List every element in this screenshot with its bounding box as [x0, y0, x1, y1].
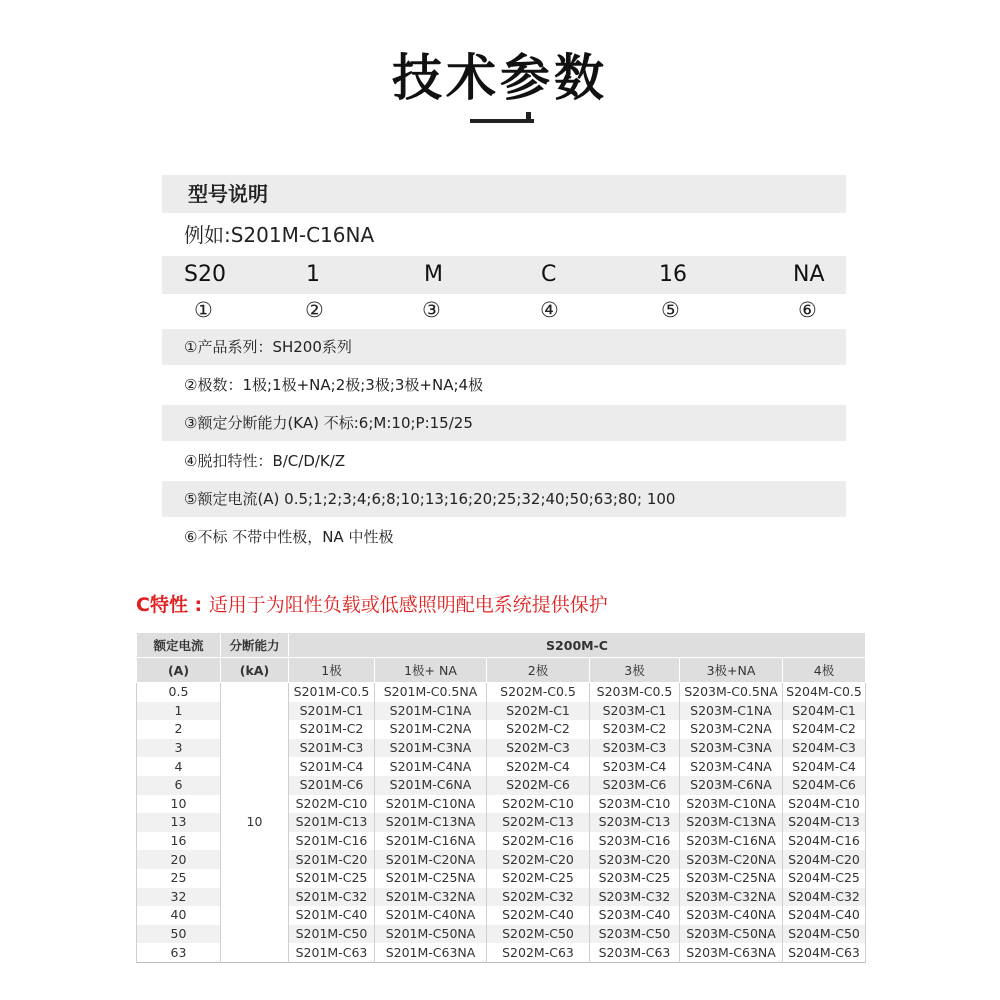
model-cell: S204M-C2: [783, 720, 866, 739]
model-cell: S203M-C13: [590, 813, 680, 832]
model-part-current: 16: [659, 262, 687, 287]
title-underline-accent: [526, 112, 531, 122]
model-cell: S201M-C3NA: [375, 739, 487, 758]
model-cell: S204M-C25: [783, 869, 866, 888]
model-cell: S203M-C63: [590, 943, 680, 962]
model-cell: S201M-C13NA: [375, 813, 487, 832]
header-pole-2: 2极: [487, 658, 590, 683]
index-mark: ⑤: [661, 298, 680, 322]
model-cell: S202M-C25: [487, 869, 590, 888]
model-cell: S201M-C6NA: [375, 776, 487, 795]
model-cell: S202M-C2: [487, 720, 590, 739]
model-cell: S203M-C50NA: [680, 925, 783, 944]
model-cell: S202M-C3: [487, 739, 590, 758]
index-mark: ①: [194, 298, 213, 322]
rated-current-cell: 1: [137, 702, 221, 721]
page-title: 技术参数: [392, 49, 608, 107]
model-cell: S203M-C1: [590, 702, 680, 721]
model-cell: S202M-C16: [487, 832, 590, 851]
header-pole-4: 4极: [783, 658, 866, 683]
desc-current: ⑤额定电流(A) 0.5;1;2;3;4;6;8;10;13;16;20;25;32;40;50;63;80; 100: [162, 481, 846, 517]
model-example: 例如:S201M-C16NA: [184, 223, 375, 247]
model-part-trip: C: [541, 262, 557, 287]
model-cell: S204M-C10: [783, 795, 866, 814]
model-cell: S203M-C0.5: [590, 683, 680, 702]
model-cell: S202M-C10: [487, 795, 590, 814]
spec-table-body: [137, 683, 866, 963]
model-cell: S201M-C13: [289, 813, 375, 832]
model-cell: S204M-C32: [783, 888, 866, 907]
model-code-row: [162, 256, 846, 294]
model-cell: S203M-C50: [590, 925, 680, 944]
header-pole-3: 3极: [590, 658, 680, 683]
model-cell: S203M-C4NA: [680, 757, 783, 776]
title-underline: [470, 119, 534, 123]
c-characteristic-title: [136, 590, 608, 620]
index-mark: ④: [540, 298, 559, 322]
model-cell: S201M-C25: [289, 869, 375, 888]
spec-table-header: [137, 633, 866, 683]
model-cell: S203M-C25NA: [680, 869, 783, 888]
rated-current-cell: 63: [137, 943, 221, 962]
model-cell: S201M-C3: [289, 739, 375, 758]
rated-current-cell: 20: [137, 850, 221, 869]
model-cell: S202M-C10: [289, 795, 375, 814]
model-cell: S204M-C4: [783, 757, 866, 776]
model-cell: S203M-C16NA: [680, 832, 783, 851]
model-cell: S203M-C6NA: [680, 776, 783, 795]
model-cell: S201M-C16: [289, 832, 375, 851]
model-cell: S202M-C50: [487, 925, 590, 944]
header-breaking-capacity-unit: (kA): [221, 658, 289, 683]
model-cell: S203M-C4: [590, 757, 680, 776]
index-mark: ⑥: [798, 298, 817, 322]
model-cell: S203M-C20NA: [680, 850, 783, 869]
desc-poles: ②极数：1极;1极+NA;2极;3极;3极+NA;4极: [184, 376, 484, 394]
model-cell: S202M-C1: [487, 702, 590, 721]
model-cell: S203M-C0.5NA: [680, 683, 783, 702]
model-cell: S201M-C32: [289, 888, 375, 907]
rated-current-cell: 16: [137, 832, 221, 851]
model-cell: S204M-C6: [783, 776, 866, 795]
model-cell: S201M-C63: [289, 943, 375, 962]
model-cell: S203M-C2NA: [680, 720, 783, 739]
model-cell: S203M-C3NA: [680, 739, 783, 758]
rated-current-cell: 0.5: [137, 683, 221, 702]
rated-current-cell: 3: [137, 739, 221, 758]
model-cell: S202M-C63: [487, 943, 590, 962]
desc-series: ①产品系列：SH200系列: [162, 329, 846, 365]
index-mark: ③: [422, 298, 441, 322]
rated-current-cell: 40: [137, 906, 221, 925]
model-part-series: S20: [184, 262, 226, 287]
model-cell: S201M-C50NA: [375, 925, 487, 944]
rated-current-cell: 32: [137, 888, 221, 907]
model-cell: S203M-C32NA: [680, 888, 783, 907]
model-cell: S203M-C2: [590, 720, 680, 739]
header-pole-1: 1极: [289, 658, 375, 683]
model-cell: S201M-C40NA: [375, 906, 487, 925]
model-cell: S201M-C0.5: [289, 683, 375, 702]
rated-current-cell: 2: [137, 720, 221, 739]
c-characteristic-label: C特性 :: [136, 594, 203, 616]
desc-neutral: ⑥不标 不带中性极，NA 中性极: [184, 528, 394, 546]
model-cell: S204M-C63: [783, 943, 866, 962]
model-cell: S201M-C1: [289, 702, 375, 721]
model-cell: S201M-C20: [289, 850, 375, 869]
model-cell: S202M-C13: [487, 813, 590, 832]
model-cell: S201M-C10NA: [375, 795, 487, 814]
model-cell: S203M-C6: [590, 776, 680, 795]
model-cell: S201M-C20NA: [375, 850, 487, 869]
c-characteristic-description: 适用于为阻性负载或低感照明配电系统提供保护: [208, 594, 608, 616]
model-cell: S202M-C32: [487, 888, 590, 907]
model-heading: 型号说明: [162, 175, 846, 213]
model-cell: S203M-C25: [590, 869, 680, 888]
model-cell: S201M-C50: [289, 925, 375, 944]
model-cell: S201M-C25NA: [375, 869, 487, 888]
model-cell: S201M-C4NA: [375, 757, 487, 776]
model-cell: S203M-C3: [590, 739, 680, 758]
index-mark: ②: [305, 298, 324, 322]
model-index-row: [162, 292, 846, 328]
rated-current-cell: 4: [137, 757, 221, 776]
spec-table: [136, 632, 866, 963]
rated-current-cell: 13: [137, 813, 221, 832]
model-cell: S202M-C4: [487, 757, 590, 776]
header-pole-1-na: 1极+ NA: [375, 658, 487, 683]
model-cell: S204M-C1: [783, 702, 866, 721]
table-row: [137, 683, 866, 702]
model-cell: S203M-C20: [590, 850, 680, 869]
model-cell: S204M-C50: [783, 925, 866, 944]
model-part-breaking: M: [424, 262, 443, 287]
rated-current-cell: 25: [137, 869, 221, 888]
model-part-poles: 1: [306, 262, 320, 287]
model-cell: S202M-C0.5: [487, 683, 590, 702]
model-cell: S203M-C10NA: [680, 795, 783, 814]
header-rated-current-unit: (A): [137, 658, 221, 683]
model-cell: S203M-C1NA: [680, 702, 783, 721]
model-cell: S201M-C6: [289, 776, 375, 795]
rated-current-cell: 10: [137, 795, 221, 814]
model-cell: S201M-C40: [289, 906, 375, 925]
model-cell: S203M-C16: [590, 832, 680, 851]
model-cell: S204M-C16: [783, 832, 866, 851]
model-cell: S201M-C16NA: [375, 832, 487, 851]
model-cell: S202M-C20: [487, 850, 590, 869]
model-cell: S203M-C32: [590, 888, 680, 907]
rated-current-cell: 50: [137, 925, 221, 944]
model-cell: S201M-C1NA: [375, 702, 487, 721]
model-cell: S202M-C6: [487, 776, 590, 795]
model-cell: S201M-C63NA: [375, 943, 487, 962]
model-cell: S202M-C40: [487, 906, 590, 925]
breaking-capacity-cell: 10: [221, 683, 289, 963]
model-cell: S204M-C20: [783, 850, 866, 869]
header-rated-current: 额定电流: [137, 633, 221, 658]
rated-current-cell: 6: [137, 776, 221, 795]
desc-trip: ④脱扣特性：B/C/D/K/Z: [184, 452, 346, 470]
header-series: S200M-C: [289, 633, 866, 658]
model-cell: S201M-C4: [289, 757, 375, 776]
desc-breaking: ③额定分断能力(KA) 不标:6;M:10;P:15/25: [162, 405, 846, 441]
model-cell: S204M-C13: [783, 813, 866, 832]
model-cell: S201M-C0.5NA: [375, 683, 487, 702]
model-cell: S204M-C3: [783, 739, 866, 758]
model-cell: S203M-C13NA: [680, 813, 783, 832]
model-cell: S201M-C2: [289, 720, 375, 739]
model-cell: S203M-C40NA: [680, 906, 783, 925]
model-cell: S201M-C2NA: [375, 720, 487, 739]
model-cell: S203M-C40: [590, 906, 680, 925]
model-cell: S204M-C0.5: [783, 683, 866, 702]
model-part-neutral: NA: [793, 262, 825, 287]
header-breaking-capacity: 分断能力: [221, 633, 289, 658]
model-cell: S203M-C10: [590, 795, 680, 814]
header-pole-3-na: 3极+NA: [680, 658, 783, 683]
model-cell: S204M-C40: [783, 906, 866, 925]
model-cell: S201M-C32NA: [375, 888, 487, 907]
model-cell: S203M-C63NA: [680, 943, 783, 962]
